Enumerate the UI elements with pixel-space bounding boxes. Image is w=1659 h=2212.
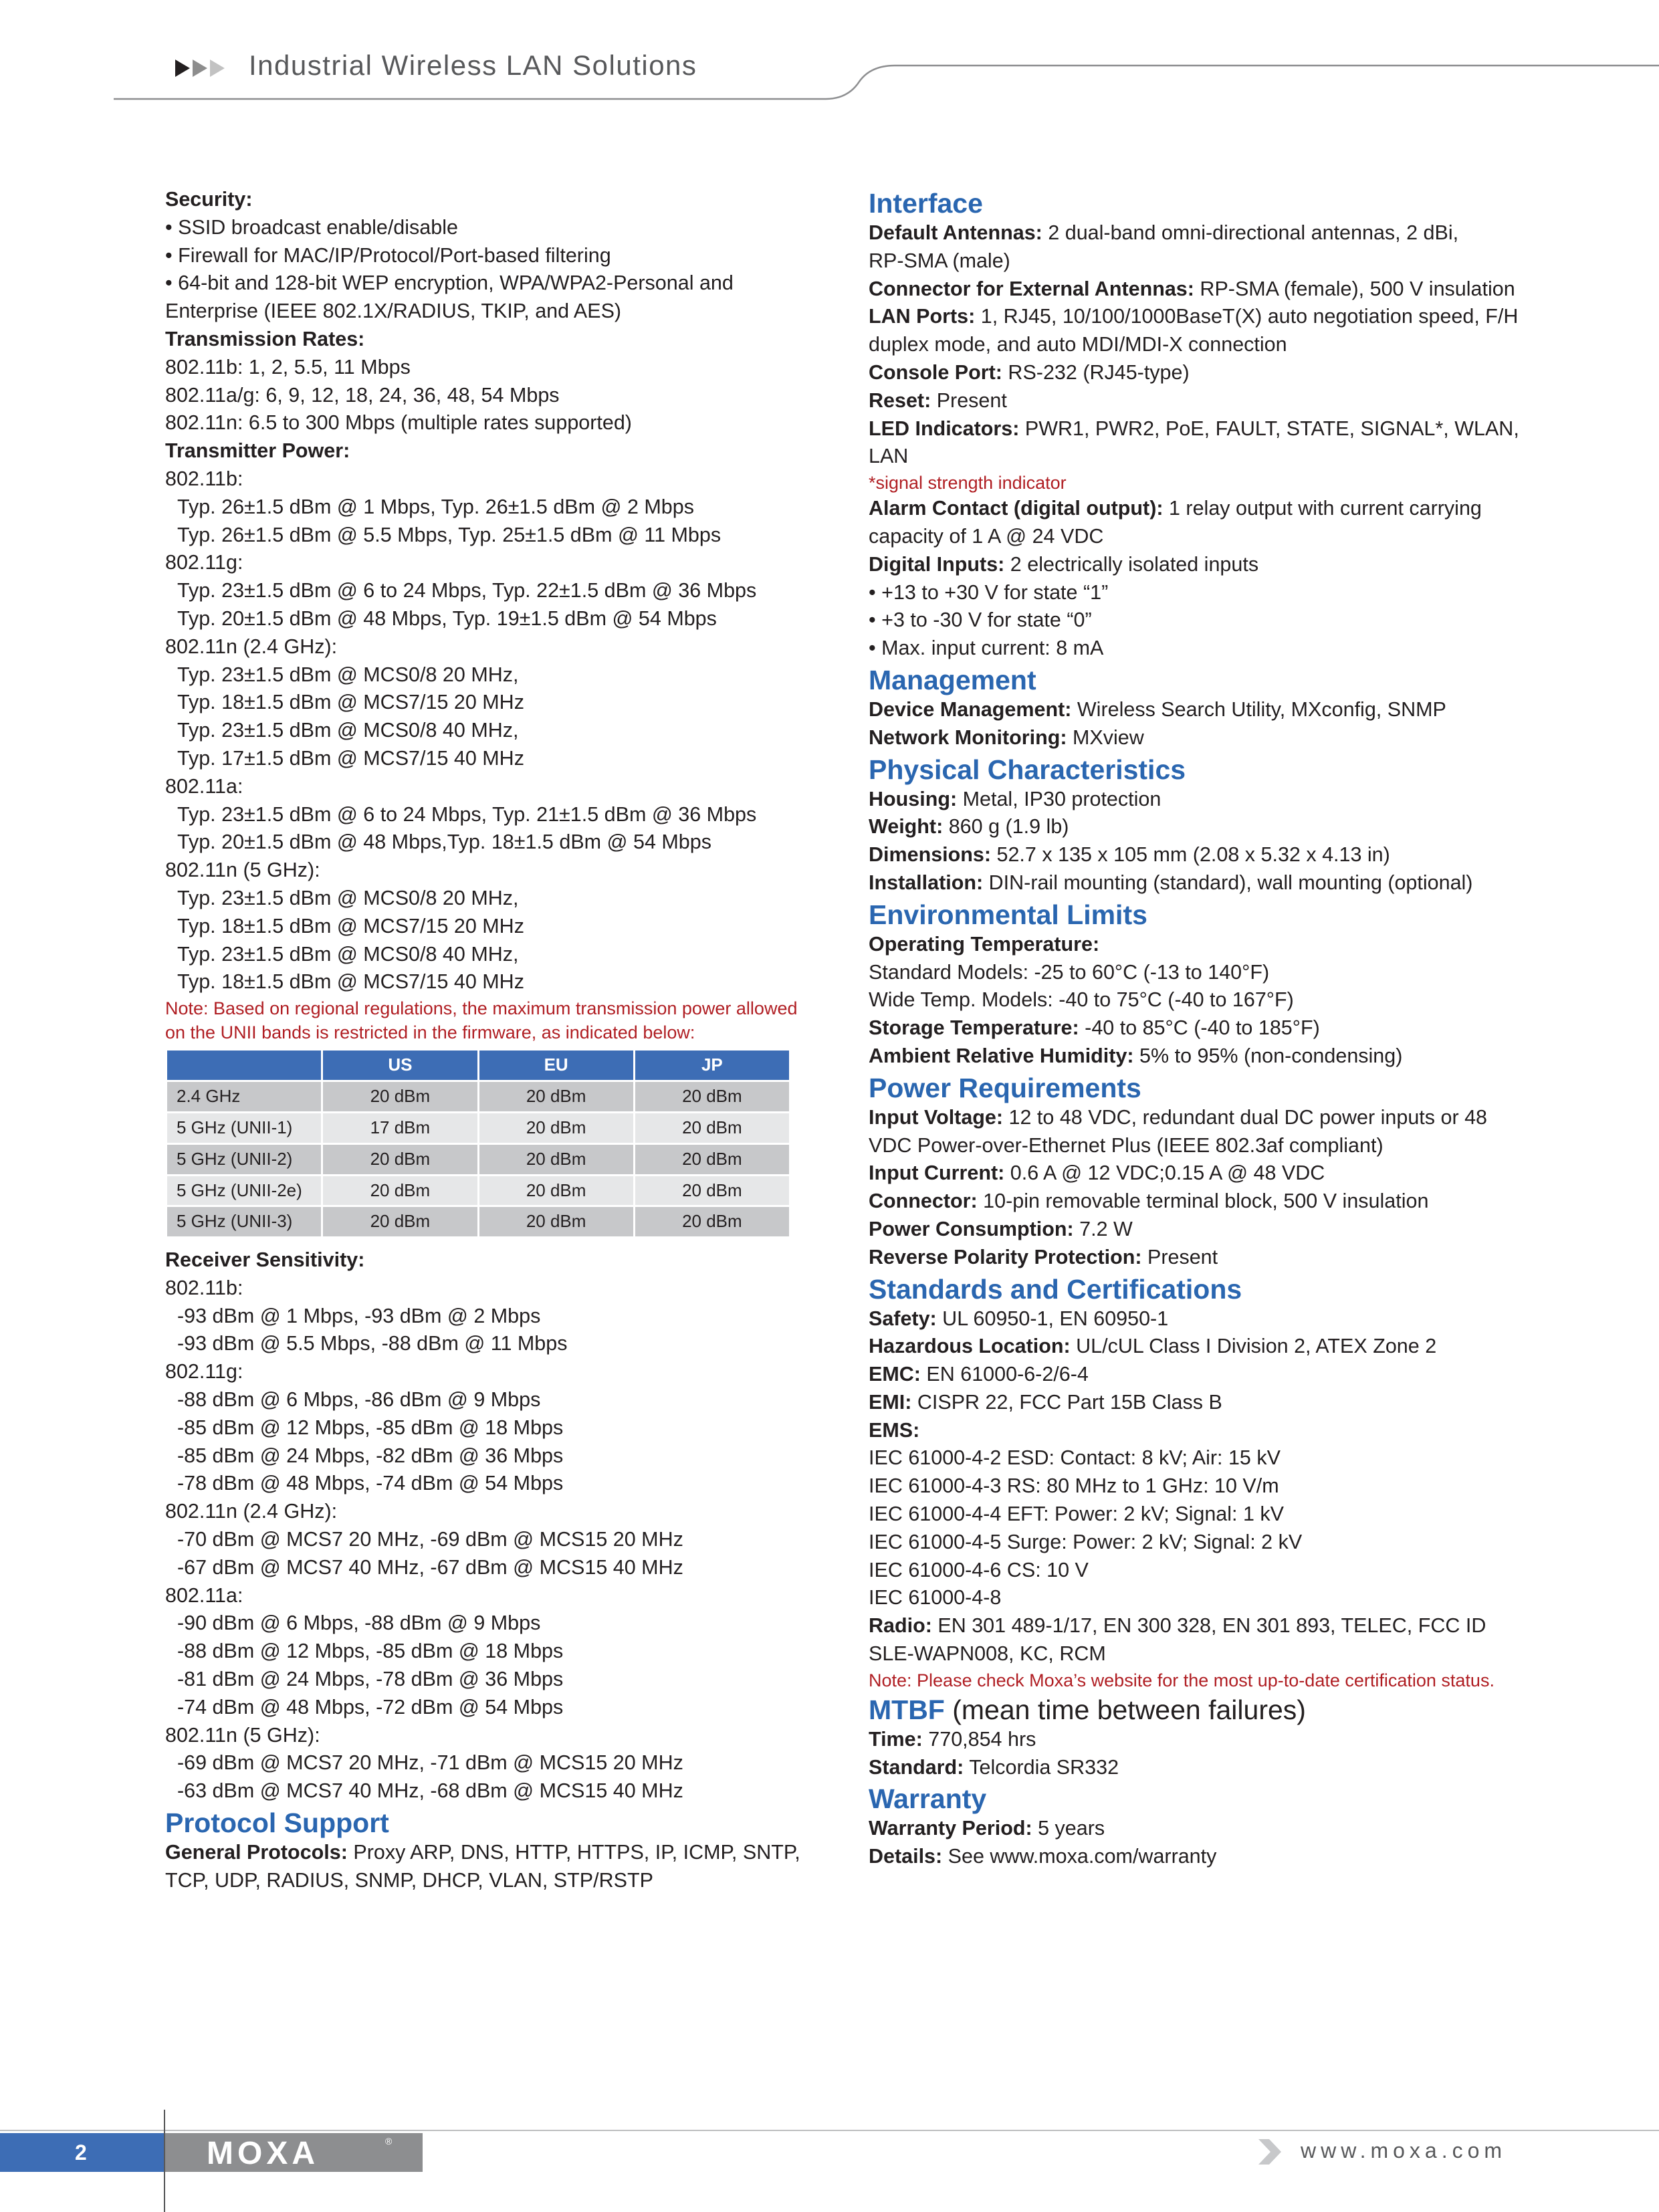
chevron-right-icon xyxy=(1257,2138,1284,2166)
table-row xyxy=(167,1081,790,1113)
spec-label: Installation: xyxy=(869,871,984,894)
sensitivity-band: 802.11a: xyxy=(165,1583,243,1607)
power-section-title: Power Requirements xyxy=(869,1072,1141,1103)
digital-input-item: • Max. input current: 8 mA xyxy=(869,637,1104,660)
rates-heading: Transmission Rates: xyxy=(165,327,365,350)
spec-label: Safety: xyxy=(869,1307,937,1330)
table-cell: 20 dBm xyxy=(478,1143,634,1175)
sensitivity-line: -88 dBm @ 12 Mbps, -85 dBm @ 18 Mbps xyxy=(177,1640,564,1663)
txpower-band: 802.11b: xyxy=(165,467,243,490)
spec-label: Device Management: xyxy=(869,697,1072,721)
spec-label: Power Consumption: xyxy=(869,1217,1074,1240)
spec-label: Operating Temperature: xyxy=(869,932,1100,956)
sensitivity-line: -85 dBm @ 24 Mbps, -82 dBm @ 36 Mbps xyxy=(177,1444,564,1467)
management-section-title: Management xyxy=(869,664,1036,695)
rates-item: 802.11n: 6.5 to 300 Mbps (multiple rates supported) xyxy=(165,411,632,435)
sensitivity-line: -90 dBm @ 6 Mbps, -88 dBm @ 9 Mbps xyxy=(177,1612,541,1635)
table-cell: 20 dBm xyxy=(634,1081,790,1113)
txpower-band: 802.11g: xyxy=(165,551,243,574)
spec-label: EMI: xyxy=(869,1390,912,1414)
txpower-note: on the UNII bands is restricted in the firmware, as indicated below: xyxy=(165,1022,695,1043)
sensitivity-band: 802.11n (2.4 GHz): xyxy=(165,1500,338,1523)
spec-value: MXview xyxy=(1067,726,1144,749)
spec-value: -40 to 85°C (-40 to 185°F) xyxy=(1079,1016,1320,1040)
spec-value: 12 to 48 VDC, redundant dual DC power inputs or 48 xyxy=(1003,1105,1488,1129)
table-cell: 20 dBm xyxy=(478,1112,634,1143)
table-cell: 20 dBm xyxy=(478,1175,634,1206)
spec-label: Alarm Contact (digital output): xyxy=(869,497,1164,520)
sensitivity-line: -85 dBm @ 12 Mbps, -85 dBm @ 18 Mbps xyxy=(177,1416,564,1439)
txpower-line: Typ. 18±1.5 dBm @ MCS7/15 40 MHz xyxy=(177,970,524,994)
table-cell: 20 dBm xyxy=(322,1081,478,1113)
spec-label: LED Indicators: xyxy=(869,417,1020,440)
spec-label: Radio: xyxy=(869,1614,932,1638)
security-item: Enterprise (IEEE 802.1X/RADIUS, TKIP, and AES) xyxy=(165,300,622,323)
environmental-section-title: Environmental Limits xyxy=(869,899,1147,930)
sensitivity-band: 802.11b: xyxy=(165,1276,243,1299)
interface-section-title: Interface xyxy=(869,188,983,219)
spec-label: LAN Ports: xyxy=(869,305,976,328)
spec-value: Metal, IP30 protection xyxy=(957,787,1162,810)
spec-value: UL/cUL Class I Division 2, ATEX Zone 2 xyxy=(1070,1335,1437,1358)
spec-value: Wireless Search Utility, MXconfig, SNMP xyxy=(1071,697,1446,721)
txpower-band: 802.11a: xyxy=(165,774,243,798)
spec-label: Reset: xyxy=(869,389,931,412)
spec-value: Present xyxy=(1141,1245,1218,1268)
rates-item: 802.11a/g: 6, 9, 12, 18, 24, 36, 48, 54 Mbps xyxy=(165,383,560,407)
spec-label: Warranty Period: xyxy=(869,1817,1032,1840)
spec-label: Input Voltage: xyxy=(869,1105,1004,1129)
sensitivity-line: -74 dBm @ 48 Mbps, -72 dBm @ 54 Mbps xyxy=(177,1695,564,1719)
table-cell: 20 dBm xyxy=(634,1175,790,1206)
spec-value: 2 electrically isolated inputs xyxy=(1004,552,1259,576)
logo-text: MOXA xyxy=(207,2136,319,2171)
spec-value: Present xyxy=(931,389,1007,412)
txpower-line: Typ. 23±1.5 dBm @ 6 to 24 Mbps, Typ. 21±1.5 dBm @ 36 Mbps xyxy=(177,802,757,826)
spec-value: PWR1, PWR2, PoE, FAULT, STATE, SIGNAL*, WLAN, xyxy=(1019,417,1519,440)
spec-value: 770,854 hrs xyxy=(922,1727,1036,1751)
txpower-line: Typ. 17±1.5 dBm @ MCS7/15 40 MHz xyxy=(177,746,524,770)
txpower-line: Typ. 23±1.5 dBm @ 6 to 24 Mbps, Typ. 22±1.5 dBm @ 36 Mbps xyxy=(177,579,757,602)
spec-value: capacity of 1 A @ 24 VDC xyxy=(869,524,1104,548)
spec-label: Connector for External Antennas: xyxy=(869,277,1194,300)
spec-value: 1 relay output with current carrying xyxy=(1163,497,1482,520)
spec-value: Telcordia SR332 xyxy=(964,1755,1119,1779)
sensitivity-line: -78 dBm @ 48 Mbps, -74 dBm @ 54 Mbps xyxy=(177,1472,564,1495)
spec-value: EN 61000-6-2/6-4 xyxy=(920,1363,1089,1386)
txpower-line: Typ. 26±1.5 dBm @ 5.5 Mbps, Typ. 25±1.5 dBm @ 11 Mbps xyxy=(177,523,722,546)
left-column xyxy=(165,186,800,1895)
spec-value: 5 years xyxy=(1032,1817,1105,1840)
table-row xyxy=(167,1175,790,1206)
spec-label: Console Port: xyxy=(869,360,1002,384)
txpower-line: Typ. 23±1.5 dBm @ MCS0/8 20 MHz, xyxy=(177,663,519,686)
security-item: • SSID broadcast enable/disable xyxy=(165,215,458,239)
spec-value: 860 g (1.9 lb) xyxy=(943,815,1069,839)
table-row xyxy=(167,1206,790,1238)
txpower-band: 802.11n (5 GHz): xyxy=(165,859,320,882)
sensitivity-line: -70 dBm @ MCS7 20 MHz, -69 dBm @ MCS15 20 MHz xyxy=(177,1528,683,1551)
spec-value: See www.moxa.com/warranty xyxy=(942,1845,1217,1868)
spec-label: Details: xyxy=(869,1845,943,1868)
table-cell: 2.4 GHz xyxy=(167,1081,322,1113)
ems-item: IEC 61000-4-5 Surge: Power: 2 kV; Signal: 2 kV xyxy=(869,1530,1303,1553)
mtbf-section-title: MTBF xyxy=(869,1694,945,1725)
spec-label: Network Monitoring: xyxy=(869,726,1067,749)
page-number-box xyxy=(0,2133,164,2172)
physical-section-title: Physical Characteristics xyxy=(869,754,1186,785)
footer-divider xyxy=(164,2110,165,2212)
table-cell: 20 dBm xyxy=(322,1143,478,1175)
txpower-line: Typ. 18±1.5 dBm @ MCS7/15 20 MHz xyxy=(177,914,524,937)
table-cell: 20 dBm xyxy=(634,1206,790,1238)
txpower-line: Typ. 23±1.5 dBm @ MCS0/8 20 MHz, xyxy=(177,886,519,909)
txpower-line: Typ. 20±1.5 dBm @ 48 Mbps, Typ. 19±1.5 dBm @ 54 Mbps xyxy=(177,606,717,630)
spec-value: VDC Power-over-Ethernet Plus (IEEE 802.3af compliant) xyxy=(869,1133,1384,1157)
spec-label: Weight: xyxy=(869,815,944,839)
spec-label: EMS: xyxy=(869,1418,920,1442)
spec-label: EMC: xyxy=(869,1363,921,1386)
footer-rule xyxy=(0,2130,1659,2131)
table-header-cell: US xyxy=(322,1050,478,1081)
table-header-cell: EU xyxy=(478,1050,634,1081)
spec-value: LAN xyxy=(869,445,909,468)
protocol-section-title: Protocol Support xyxy=(165,1807,389,1839)
table-header-cell: JP xyxy=(634,1050,790,1081)
spec-value: DIN-rail mounting (standard), wall mounting (optional) xyxy=(983,871,1473,894)
spec-value: CISPR 22, FCC Part 15B Class B xyxy=(911,1390,1222,1414)
sensitivity-line: -63 dBm @ MCS7 40 MHz, -68 dBm @ MCS15 40 MHz xyxy=(177,1779,683,1803)
digital-input-item: • +3 to -30 V for state “0” xyxy=(869,609,1092,632)
ems-item: IEC 61000-4-2 ESD: Contact: 8 kV; Air: 15 kV xyxy=(869,1446,1281,1470)
sensitivity-band: 802.11n (5 GHz): xyxy=(165,1723,320,1747)
txpower-line: Typ. 20±1.5 dBm @ 48 Mbps,Typ. 18±1.5 dBm @ 54 Mbps xyxy=(177,831,711,854)
spec-value: RS-232 (RJ45-type) xyxy=(1002,360,1190,384)
txpower-line: Typ. 23±1.5 dBm @ MCS0/8 40 MHz, xyxy=(177,942,519,966)
spec-value: 1, RJ45, 10/100/1000BaseT(X) auto negotiation speed, F/H xyxy=(975,305,1519,328)
table-row xyxy=(167,1143,790,1175)
security-heading: Security: xyxy=(165,188,253,211)
sensitivity-line: -69 dBm @ MCS7 20 MHz, -71 dBm @ MCS15 20 MHz xyxy=(177,1751,683,1775)
txpower-line: Typ. 26±1.5 dBm @ 1 Mbps, Typ. 26±1.5 dBm @ 2 Mbps xyxy=(177,495,694,518)
sensitivity-line: -93 dBm @ 1 Mbps, -93 dBm @ 2 Mbps xyxy=(177,1304,541,1327)
spec-value: Wide Temp. Models: -40 to 75°C (-40 to 167°F) xyxy=(869,988,1294,1012)
table-header-cell xyxy=(167,1050,322,1081)
spec-value: 52.7 x 135 x 105 mm (2.08 x 5.32 x 4.13 in) xyxy=(991,843,1390,867)
spec-label: Housing: xyxy=(869,787,958,810)
spec-label: Standard: xyxy=(869,1755,964,1779)
spec-value: RP-SMA (female), 500 V insulation xyxy=(1194,277,1515,300)
table-cell: 5 GHz (UNII-1) xyxy=(167,1112,322,1143)
txpower-heading: Transmitter Power: xyxy=(165,439,350,463)
ems-item: IEC 61000-4-6 CS: 10 V xyxy=(869,1558,1089,1581)
table-cell: 20 dBm xyxy=(478,1206,634,1238)
txpower-note: Note: Based on regional regulations, the maximum transmission power allowed xyxy=(165,998,798,1019)
spec-value: 0.6 A @ 12 VDC;0.15 A @ 48 VDC xyxy=(1004,1162,1325,1185)
txpower-line: Typ. 23±1.5 dBm @ MCS0/8 40 MHz, xyxy=(177,719,519,742)
spec-label: Digital Inputs: xyxy=(869,552,1005,576)
spec-label: Time: xyxy=(869,1727,923,1751)
protocol-value: Proxy ARP, DNS, HTTP, HTTPS, IP, ICMP, SNTP, xyxy=(347,1841,800,1864)
spec-value: UL 60950-1, EN 60950-1 xyxy=(936,1307,1169,1330)
spec-value: 10-pin removable terminal block, 500 V insulation xyxy=(977,1190,1429,1213)
table-cell: 17 dBm xyxy=(322,1112,478,1143)
certification-note: Note: Please check Moxa’s website for the most up-to-date certification status. xyxy=(869,1670,1495,1690)
header-arrows-icon xyxy=(175,55,225,82)
spec-label: Input Current: xyxy=(869,1162,1005,1185)
security-item: • 64-bit and 128-bit WEP encryption, WPA/WPA2-Personal and xyxy=(165,271,734,295)
footer-url: www.moxa.com xyxy=(1301,2138,1507,2163)
digital-input-item: • +13 to +30 V for state “1” xyxy=(869,580,1109,604)
spec-label: Ambient Relative Humidity: xyxy=(869,1044,1134,1067)
spec-label: Default Antennas: xyxy=(869,221,1042,244)
led-note: *signal strength indicator xyxy=(869,473,1067,493)
protocol-label: General Protocols: xyxy=(165,1841,348,1864)
table-cell: 20 dBm xyxy=(322,1175,478,1206)
registered-mark: ® xyxy=(385,2136,393,2146)
spec-value: RP-SMA (male) xyxy=(869,249,1010,272)
txpower-band: 802.11n (2.4 GHz): xyxy=(165,635,338,658)
ems-item: IEC 61000-4-8 xyxy=(869,1586,1002,1610)
spec-value: EN 301 489-1/17, EN 300 328, EN 301 893, TELEC, FCC ID xyxy=(931,1614,1486,1638)
ems-item: IEC 61000-4-4 EFT: Power: 2 kV; Signal: 1 kV xyxy=(869,1503,1285,1526)
sensitivity-line: -93 dBm @ 5.5 Mbps, -88 dBm @ 11 Mbps xyxy=(177,1332,568,1355)
sensitivity-band: 802.11g: xyxy=(165,1360,243,1384)
table-cell: 20 dBm xyxy=(634,1143,790,1175)
table-cell: 20 dBm xyxy=(478,1081,634,1113)
table-cell: 20 dBm xyxy=(322,1206,478,1238)
spec-value: SLE-WAPN008, KC, RCM xyxy=(869,1642,1106,1666)
sensitivity-line: -81 dBm @ 24 Mbps, -78 dBm @ 36 Mbps xyxy=(177,1668,564,1691)
rates-item: 802.11b: 1, 2, 5.5, 11 Mbps xyxy=(165,355,411,378)
sensitivity-line: -67 dBm @ MCS7 40 MHz, -67 dBm @ MCS15 40 MHz xyxy=(177,1555,683,1579)
header-title: Industrial Wireless LAN Solutions xyxy=(249,49,697,81)
spec-label: Dimensions: xyxy=(869,843,992,867)
right-column xyxy=(869,186,1519,1871)
spec-value: 5% to 95% (non-condensing) xyxy=(1133,1044,1403,1067)
sensitivity-line: -88 dBm @ 6 Mbps, -86 dBm @ 9 Mbps xyxy=(177,1388,541,1412)
spec-value: 7.2 W xyxy=(1073,1217,1133,1240)
protocol-value: TCP, UDP, RADIUS, SNMP, DHCP, VLAN, STP/RSTP xyxy=(165,1868,653,1892)
warranty-section-title: Warranty xyxy=(869,1783,987,1815)
ems-item: IEC 61000-4-3 RS: 80 MHz to 1 GHz: 10 V/m xyxy=(869,1474,1279,1498)
sensitivity-heading: Receiver Sensitivity: xyxy=(165,1248,365,1272)
table-cell: 5 GHz (UNII-3) xyxy=(167,1206,322,1238)
spec-value: Standard Models: -25 to 60°C (-13 to 140°F) xyxy=(869,960,1270,984)
table-cell: 5 GHz (UNII-2e) xyxy=(167,1175,322,1206)
spec-label: Reverse Polarity Protection: xyxy=(869,1245,1142,1268)
spec-label: Storage Temperature: xyxy=(869,1016,1079,1040)
moxa-logo xyxy=(165,2133,423,2172)
table-row xyxy=(167,1112,790,1143)
spec-value: duplex mode, and auto MDI/MDI-X connection xyxy=(869,333,1287,356)
spec-value: 2 dual-band omni-directional antennas, 2 dBi, xyxy=(1042,221,1459,244)
page-number: 2 xyxy=(75,2140,87,2165)
table-cell: 5 GHz (UNII-2) xyxy=(167,1143,322,1175)
spec-label: Connector: xyxy=(869,1190,978,1213)
security-item: • Firewall for MAC/IP/Protocol/Port-based filtering xyxy=(165,243,611,267)
table-header-row xyxy=(167,1050,790,1081)
standards-section-title: Standards and Certifications xyxy=(869,1273,1242,1305)
spec-label: Hazardous Location: xyxy=(869,1335,1071,1358)
table-cell: 20 dBm xyxy=(634,1112,790,1143)
power-limit-table xyxy=(165,1048,791,1238)
txpower-line: Typ. 18±1.5 dBm @ MCS7/15 20 MHz xyxy=(177,691,524,714)
mtbf-subtitle: (mean time between failures) xyxy=(944,1694,1306,1725)
